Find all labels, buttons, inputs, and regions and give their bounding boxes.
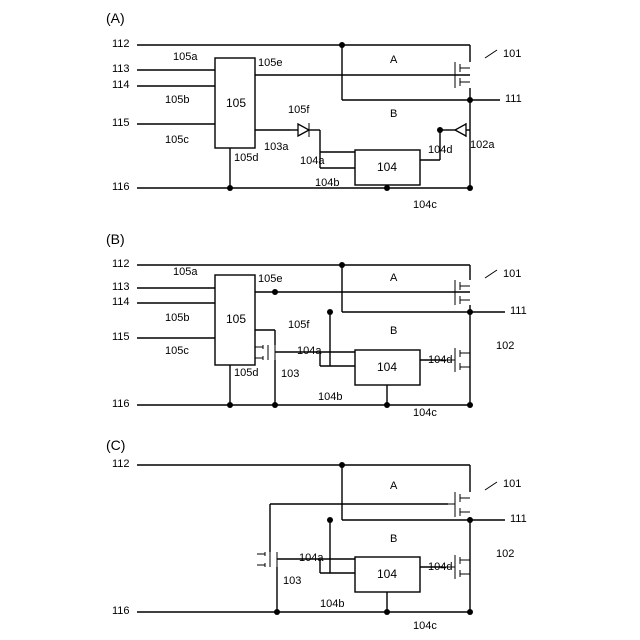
panel-a-terminal-115: 115 [112,117,130,129]
panel-c-ref-103: 103 [283,575,302,587]
panel-a-ref-105a: 105a [173,51,198,63]
panel-b-ref-104c: 104c [413,407,437,419]
panel-a-ref-105b: 105b [165,94,190,106]
panel-a-terminal-116: 116 [112,181,130,193]
panel-c-ref-104c: 104c [413,620,437,632]
panel-b-signal-a: A [390,272,398,284]
panel-a-ref-104d: 104d [428,144,453,156]
panel-b-terminal-111: 111 [510,305,527,317]
panel-c-ref-104d: 104d [428,561,453,573]
panel-a-signal-a: A [390,54,398,66]
panel-a-ref-104a: 104a [300,155,325,167]
panel-c-label: (C) [106,437,126,453]
panel-c-ref-104a: 104a [299,552,324,564]
panel-b-block-105: 105 [226,312,247,326]
panel-c-terminal-111: 111 [510,513,527,525]
panel-b-block-104: 104 [377,360,398,374]
panel-b-label: (B) [106,231,125,247]
panel-b-ref-105e: 105e [258,273,283,285]
panel-a-ref-105d: 105d [234,152,259,164]
panel-b-signal-b: B [390,325,398,337]
panel-c-terminal-112: 112 [112,458,130,470]
panel-a-ref-101: 101 [503,48,522,60]
panel-b-ref-104a: 104a [297,345,322,357]
panel-b-ref-105d: 105d [234,367,259,379]
panel-c-ref-101: 101 [503,478,522,490]
panel-b-terminal-114: 114 [112,296,130,308]
panel-b-ref-105f: 105f [288,319,310,331]
panel-b-terminal-115: 115 [112,331,130,343]
panel-a-terminal-114: 114 [112,79,130,91]
panel-a-terminal-112: 112 [112,38,130,50]
panel-b-ref-105b: 105b [165,312,190,324]
panel-c-block-104: 104 [377,567,398,581]
panel-a-ref-105c: 105c [165,134,189,146]
panel-a-terminal-113: 113 [112,63,130,75]
panel-b-ref-104b: 104b [318,391,343,403]
panel-c-ref-102: 102 [496,548,515,560]
panel-b-terminal-113: 113 [112,281,130,293]
panel-b-terminal-112: 112 [112,258,130,270]
panel-b-ref-103: 103 [281,368,300,380]
panel-a-label: (A) [106,10,125,26]
panel-c-signal-a: A [390,480,398,492]
panel-b-ref-105c: 105c [165,345,189,357]
panel-b-ref-102: 102 [496,340,515,352]
panel-b-ref-105a: 105a [173,266,198,278]
panel-a-ref-102a: 102a [470,139,495,151]
panel-b-terminal-116: 116 [112,398,130,410]
panel-a-signal-b: B [390,108,398,120]
panel-a-block-104: 104 [377,160,398,174]
panel-b-ref-104d: 104d [428,354,453,366]
panel-a-ref-103a: 103a [264,141,289,153]
panel-c-ref-104b: 104b [320,598,345,610]
panel-c-signal-b: B [390,533,398,545]
panel-a-terminal-111: 111 [505,93,522,105]
panel-a-block-105: 105 [226,96,247,110]
panel-b-ref-101: 101 [503,268,522,280]
panel-c-terminal-116: 116 [112,605,130,617]
panel-a-ref-104b: 104b [315,177,340,189]
panel-a-ref-105e: 105e [258,57,283,69]
panel-a-ref-105f: 105f [288,104,310,116]
panel-a-ref-104c: 104c [413,199,437,211]
